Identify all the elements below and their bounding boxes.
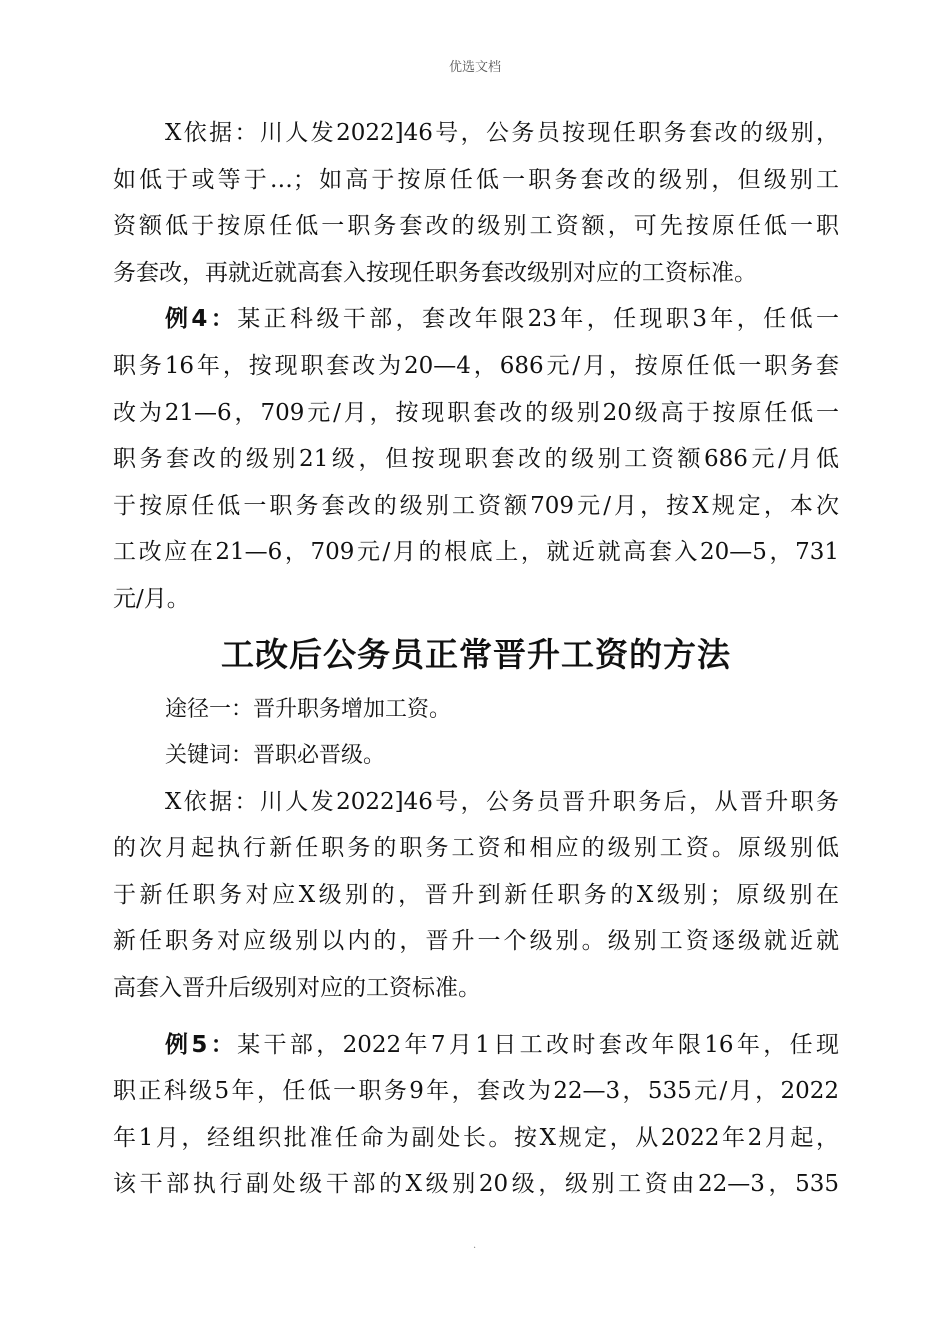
keyword-heading: 关键词：晋职必晋级。 [165,742,386,768]
para2-line: 于新任职务对应X级别的，晋升到新任职务的X级别；原级别在 [113,881,839,908]
example4-line: 工改应在21—6，709元/月的根底上，就近就高套入20—5，731 [113,539,839,566]
para1-line: 务套改，再就近就高套入按现任职务套改级别对应的工资标准。 [113,259,757,286]
example4-line: 职务套改的级别21级，但按现职套改的级别工资额686元/月低 [113,446,839,473]
example5-line: 该干部执行副处级干部的X级别20级，级别工资由22—3，535 [113,1171,839,1198]
example4-line: 改为21—6，709元/月，按现职套改的级别20级高于按原任低一 [113,399,839,426]
example5-text: 某干部，2022年7月1日工改时套改年限16年，任现 [237,1031,839,1058]
example4-label: 例4： [165,306,238,333]
section-title: 工改后公务员正常晋升工资的方法 [221,634,731,674]
example4-line: 职务16年，按现职套改为20—4，686元/月，按原任低一职务套 [113,352,839,379]
example4-line: 元/月。 [113,585,190,612]
page-header: 优选文档 [448,60,501,75]
para2-line: 的次月起执行新任职务的职务工资和相应的级别工资。原级别低 [113,835,839,862]
example5-line: 年1月，经组织批准任命为副处长。按X规定，从2022年2月起， [113,1124,839,1151]
para2-line: 高套入晋升后级别对应的工资标准。 [113,974,481,1001]
example5-label: 例5： [165,1031,238,1058]
para2-line: X依据：川人发2022]46号，公务员晋升职务后，从晋升职务 [165,788,839,815]
para1-line: 资额低于按原任低一职务套改的级别工资额，可先按原任低一职 [113,213,839,240]
route-heading: 途径一：晋升职务增加工资。 [165,696,452,722]
example4-text: 某正科级干部，套改年限23年，任现职3年，任低一 [237,306,839,333]
example5-line [113,1022,839,1069]
example4-line: 于按原任低一职务套改的级别工资额709元/月，按X规定，本次 [113,492,839,519]
para1-line: X依据：川人发2022]46号，公务员按现任职务套改的级别， [165,120,839,146]
para2-line: 新任职务对应级别以内的，晋升一个级别。级别工资逐级就近就 [113,928,839,955]
footer-mark: . [473,1240,477,1251]
example4-line [113,296,839,343]
para1-line: 如低于或等于…；如高于按原任低一职务套改的级别，但级别工 [113,166,839,193]
document-body [113,110,839,1208]
example5-line: 职正科级5年，任低一职务9年，套改为22—3，535元/月，2022 [113,1078,839,1105]
